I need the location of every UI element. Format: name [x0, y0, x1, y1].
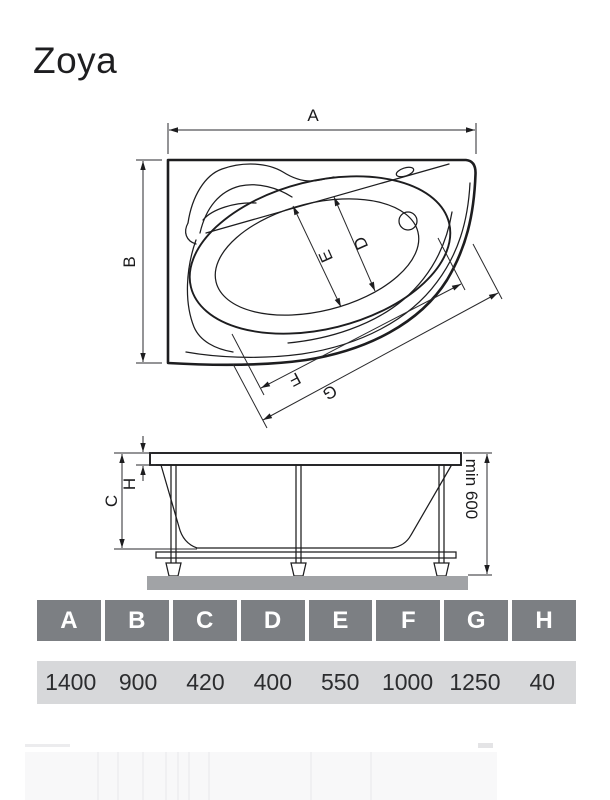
rim-bar: [150, 453, 461, 465]
table-header-cell-b: B: [105, 600, 169, 641]
table-value-a: 1400: [45, 669, 97, 695]
table-header-cell-g: G: [444, 600, 508, 641]
ghost-dash: [25, 744, 70, 747]
table-header-cell-h: H: [512, 600, 576, 641]
apron-right: [392, 466, 451, 548]
table-header-cell-e: E: [309, 600, 373, 641]
table-value-d: 400: [253, 669, 292, 695]
table-header-cell-a: A: [37, 600, 101, 641]
ghost-band: [25, 752, 497, 800]
dimensions-table: [37, 600, 576, 704]
dim-a-extensions: [168, 123, 476, 154]
table-header-cell-c: C: [173, 600, 237, 641]
frame-bar: [156, 552, 456, 558]
page-title: Zoya: [33, 40, 118, 81]
dim-label-a: A: [307, 106, 319, 125]
dim-label-min600: min 600: [462, 458, 481, 520]
table-header-row: [37, 600, 576, 641]
dim-label-h: H: [120, 477, 139, 491]
side-view-drawing: [102, 436, 492, 590]
table-value-g: 1250: [449, 669, 501, 695]
table-values-row: [37, 661, 576, 704]
table-value-f: 1000: [381, 669, 434, 695]
dim-label-f: F: [285, 368, 304, 391]
floor-line: [147, 576, 468, 590]
table-value-c: 420: [186, 669, 225, 695]
table-header-cell-f: F: [376, 600, 440, 641]
table-value-b: 900: [118, 669, 158, 695]
table-header-cell-d: D: [241, 600, 305, 641]
top-view-drawing: [120, 106, 502, 428]
dim-b-extensions: [136, 160, 162, 363]
dim-label-b: B: [120, 256, 139, 268]
table-value-h: 40: [529, 669, 556, 695]
dim-c-extensions: [114, 453, 197, 549]
dim-label-d: D: [349, 233, 373, 253]
adjustable-feet: [166, 563, 449, 576]
dim-label-e: E: [314, 247, 337, 266]
dim-label-c: C: [102, 494, 121, 508]
table-value-e: 550: [321, 669, 360, 695]
dim-label-g: G: [319, 380, 341, 404]
ghost-tick: [478, 743, 493, 748]
apron-left: [161, 465, 392, 548]
